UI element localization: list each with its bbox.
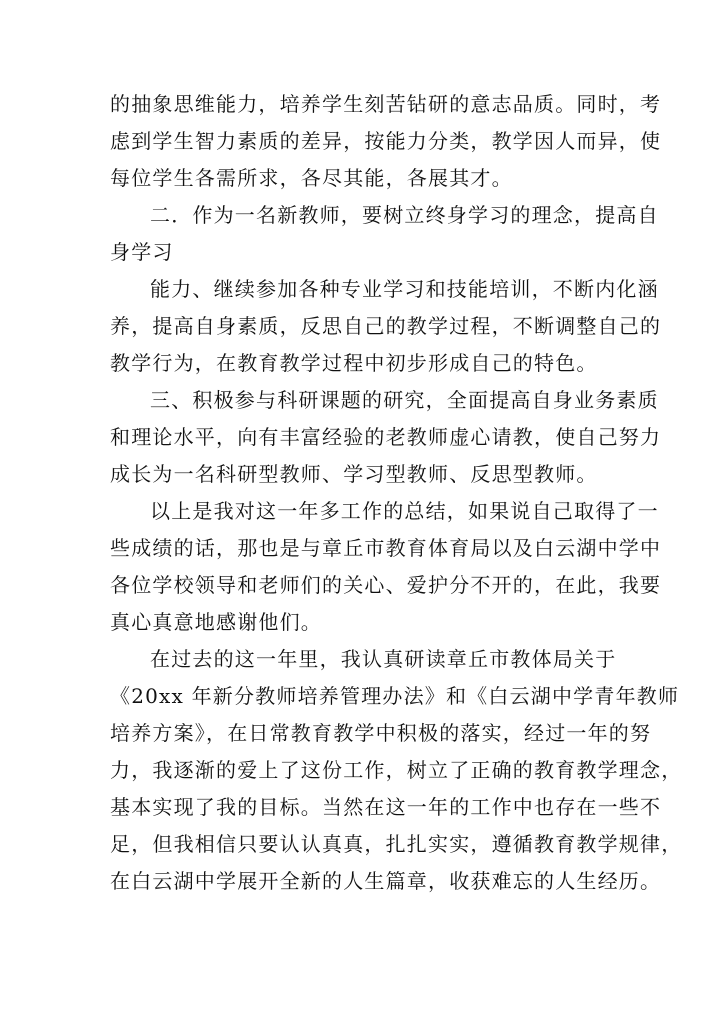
text-line: 在过去的这一年里，我认真研读章丘市教体局关于 [150, 647, 617, 671]
text-line: 些成绩的话，那也是与章丘市教育体育局以及白云湖中学中 [110, 536, 662, 560]
text-line: 能力、继续参加各种专业学习和技能培训，不断内化涵 [150, 277, 659, 301]
text-line: 身学习 [110, 240, 174, 264]
text-line: 二．作为一名新教师，要树立终身学习的理念，提高自 [150, 203, 659, 227]
text-line: 和理论水平，向有丰富经验的老教师虚心请教，使自己努力 [110, 425, 662, 449]
text-line: 基本实现了我的目标。当然在这一年的工作中也存在一些不 [110, 795, 662, 819]
text-line: 培养方案》，在日常教育教学中积极的落实，经过一年的努 [110, 721, 652, 745]
text-line: 养，提高自身素质，反思自己的教学过程，不断调整自己的 [110, 314, 662, 338]
text-line: 虑到学生智力素质的差异，按能力分类，教学因人而异，使 [110, 129, 662, 153]
body-text [110, 86, 683, 900]
text-line: 力，我逐渐的爱上了这份工作，树立了正确的教育教学理念， [110, 758, 683, 782]
text-line: 三、积极参与科研课题的研究，全面提高自身业务素质 [150, 388, 659, 412]
text-line: 的抽象思维能力，培养学生刻苦钻研的意志品质。同时，考 [110, 92, 662, 116]
text-line: 成长为一名科研型教师、学习型教师、反思型教师。 [110, 462, 598, 486]
text-line: 教学行为，在教育教学过程中初步形成自己的特色。 [110, 351, 598, 375]
text-line: 足，但我相信只要认认真真，扎扎实实，遵循教育教学规律， [110, 832, 683, 856]
text-line: 以上是我对这一年多工作的总结，如果说自己取得了一 [150, 499, 659, 523]
text-line: 各位学校领导和老师们的关心、爱护分不开的，在此，我要 [110, 573, 662, 597]
text-line: 每位学生各需所求，各尽其能，各展其才。 [110, 166, 513, 190]
text-line: 在白云湖中学展开全新的人生篇章，收获难忘的人生经历。 [110, 869, 662, 893]
text-line: 真心真意地感谢他们。 [110, 610, 322, 634]
text-line: 《20xx 年新分教师培养管理办法》和《白云湖中学青年教师 [110, 684, 680, 708]
